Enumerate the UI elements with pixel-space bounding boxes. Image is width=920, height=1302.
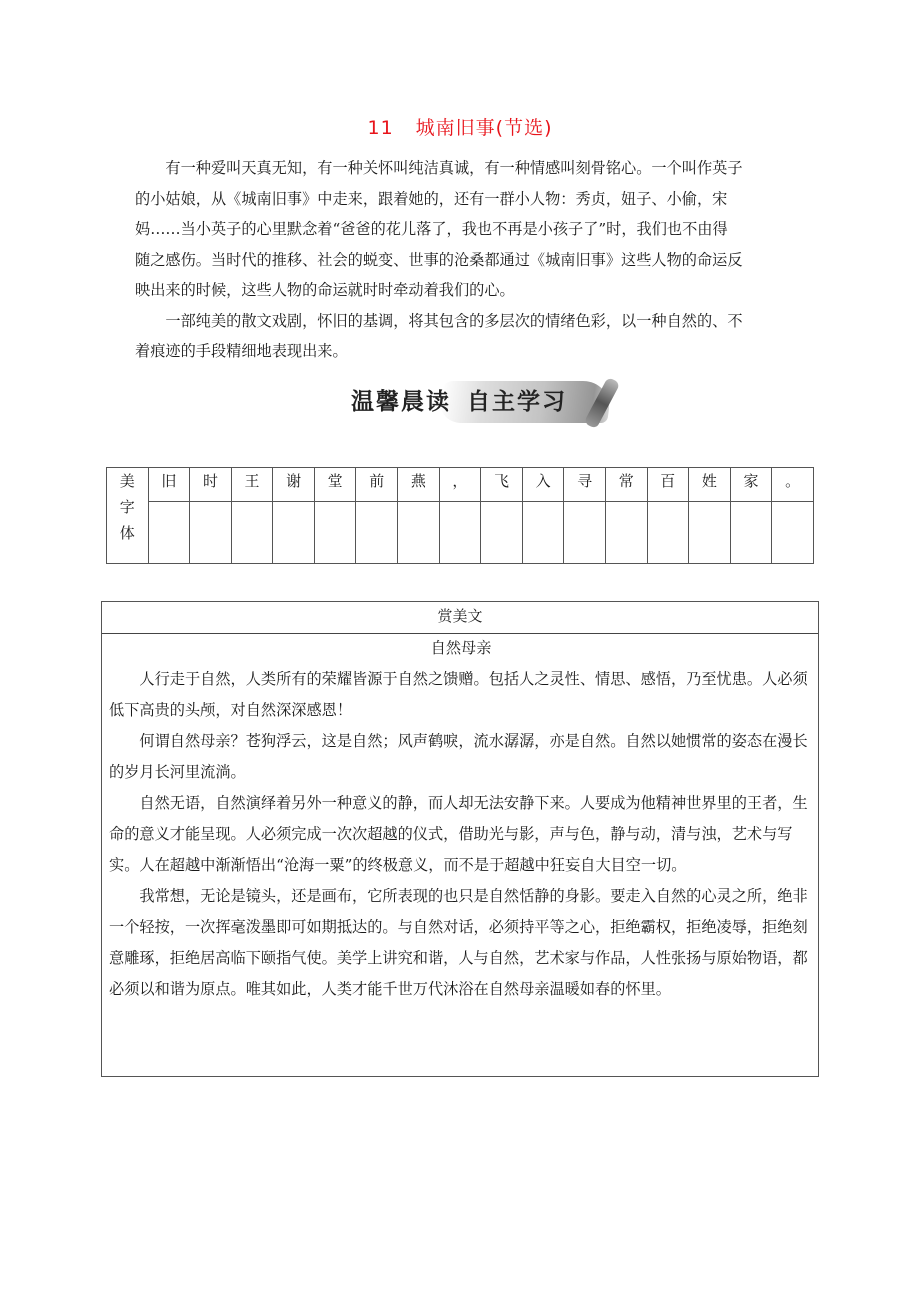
practice-cell[interactable] [231, 502, 273, 564]
intro-line: 着痕迹的手段精细地表现出来。 [135, 342, 348, 360]
intro-line: 映出来的时候，这些人物的命运就时时牵动着我们的心。 [135, 281, 515, 299]
model-char-cell: 前 [356, 468, 398, 502]
model-char-cell: 谢 [273, 468, 315, 502]
lesson-number: 11 [367, 117, 394, 139]
model-char-cell: 堂 [314, 468, 356, 502]
intro-section [135, 153, 815, 184]
practice-cell[interactable] [273, 502, 315, 564]
model-char-cell: 王 [231, 468, 273, 502]
essay-paragraph: 何谓自然母亲？苍狗浮云，这是自然；风声鹤唳，流水潺潺，亦是自然。自然以她惯常的姿态在漫长的岁月长河里流淌。 [109, 732, 808, 781]
practice-cell[interactable] [564, 502, 606, 564]
calligraphy-practice-table [106, 467, 814, 564]
intro-line: 的小姑娘，从《城南旧事》中走来，跟着她的，还有一群小人物：秀贞，妞子、小偷，宋 [135, 189, 728, 208]
model-char-cell: 飞 [481, 468, 523, 502]
label-char: 美 [119, 472, 135, 490]
intro-line: 妈……当小英子的心里默念着“爸爸的花儿落了，我也不再是小孩子了”时，我们也不由得 [135, 220, 728, 238]
practice-cell[interactable] [356, 502, 398, 564]
label-char: 字 [119, 498, 135, 516]
practice-cell[interactable] [522, 502, 564, 564]
intro-line: 随之感伤。当时代的推移、社会的蜕变、世事的沧桑都通过《城南旧事》这些人物的命运反 [135, 250, 743, 269]
essay-paragraph: 自然无语，自然演绎着另外一种意义的静，而人却无法安静下来。人要成为他精神世界里的王者，生命的意义才能呈现。人必须完成一次次超越的仪式，借助光与影，声与色，静与动，清与浊，艺术与写实。人在超越中渐渐悟出“沧海一粟”的终极意义，而不是于超越中狂妄自大目空一切。 [109, 794, 808, 874]
reading-header: 赏美文 [102, 602, 818, 634]
model-char-cell: 入 [522, 468, 564, 502]
intro-paragraph [135, 153, 815, 184]
reading-box [101, 601, 819, 1077]
intro-line: 有一种爱叫天真无知，有一种关怀叫纯洁真诚，有一种情感叫刻骨铭心。一个叫作英子 [165, 159, 743, 177]
practice-cell[interactable] [148, 502, 190, 564]
practice-cell[interactable] [398, 502, 440, 564]
practice-cell[interactable] [190, 502, 232, 564]
practice-cell[interactable] [314, 502, 356, 564]
practice-cell[interactable] [772, 502, 814, 564]
banner-left: 温馨晨读 [351, 389, 451, 415]
label-char: 体 [119, 524, 135, 542]
lesson-title-text: 城南旧事(节选) [415, 117, 553, 139]
practice-cell[interactable] [439, 502, 481, 564]
practice-cell[interactable] [647, 502, 689, 564]
intro-lines [135, 184, 815, 367]
practice-cell[interactable] [481, 502, 523, 564]
model-char-cell: 姓 [689, 468, 731, 502]
model-char-cell: 燕 [398, 468, 440, 502]
model-char-cell: ， [439, 468, 481, 502]
model-char-cell: 旧 [148, 468, 190, 502]
reading-body [102, 633, 818, 1005]
practice-cell[interactable] [605, 502, 647, 564]
calligraphy-label-cell [107, 468, 149, 564]
model-char-cell: 家 [730, 468, 772, 502]
essay-paragraph: 我常想，无论是镜头，还是画布，它所表现的也只是自然恬静的身影。要走入自然的心灵之所，绝非一个轻按，一次挥毫泼墨即可如期抵达的。与自然对话，必须持平等之心，拒绝霸权，拒绝凌辱，拒绝刻意雕琢，拒绝居高临下颐指气使。美学上讲究和谐，人与自然，艺术家与作品，人性张扬与原始物语，都必须以和谐为原点。唯其如此，人类才能千世万代沐浴在自然母亲温暖如春的怀里。 [109, 887, 808, 998]
lesson-title [0, 113, 920, 140]
intro-line: 一部纯美的散文戏剧，怀旧的基调，将其包含的多层次的情绪色彩，以一种自然的、不 [165, 311, 743, 330]
section-banner [345, 377, 615, 427]
practice-cell[interactable] [730, 502, 772, 564]
essay-paragraph: 人行走于自然，人类所有的荣耀皆源于自然之馈赠。包括人之灵性、情思、感悟，乃至忧患。人必须低下高贵的头颅，对自然深深感恩！ [109, 670, 808, 719]
banner-text [351, 383, 567, 416]
banner-right: 自主学习 [467, 389, 567, 415]
model-char-cell: 常 [605, 468, 647, 502]
model-char-cell: 。 [772, 468, 814, 502]
model-char-cell: 时 [190, 468, 232, 502]
practice-cell[interactable] [689, 502, 731, 564]
model-char-cell: 寻 [564, 468, 606, 502]
model-char-cell: 百 [647, 468, 689, 502]
essay-title: 自然母亲 [430, 639, 492, 657]
